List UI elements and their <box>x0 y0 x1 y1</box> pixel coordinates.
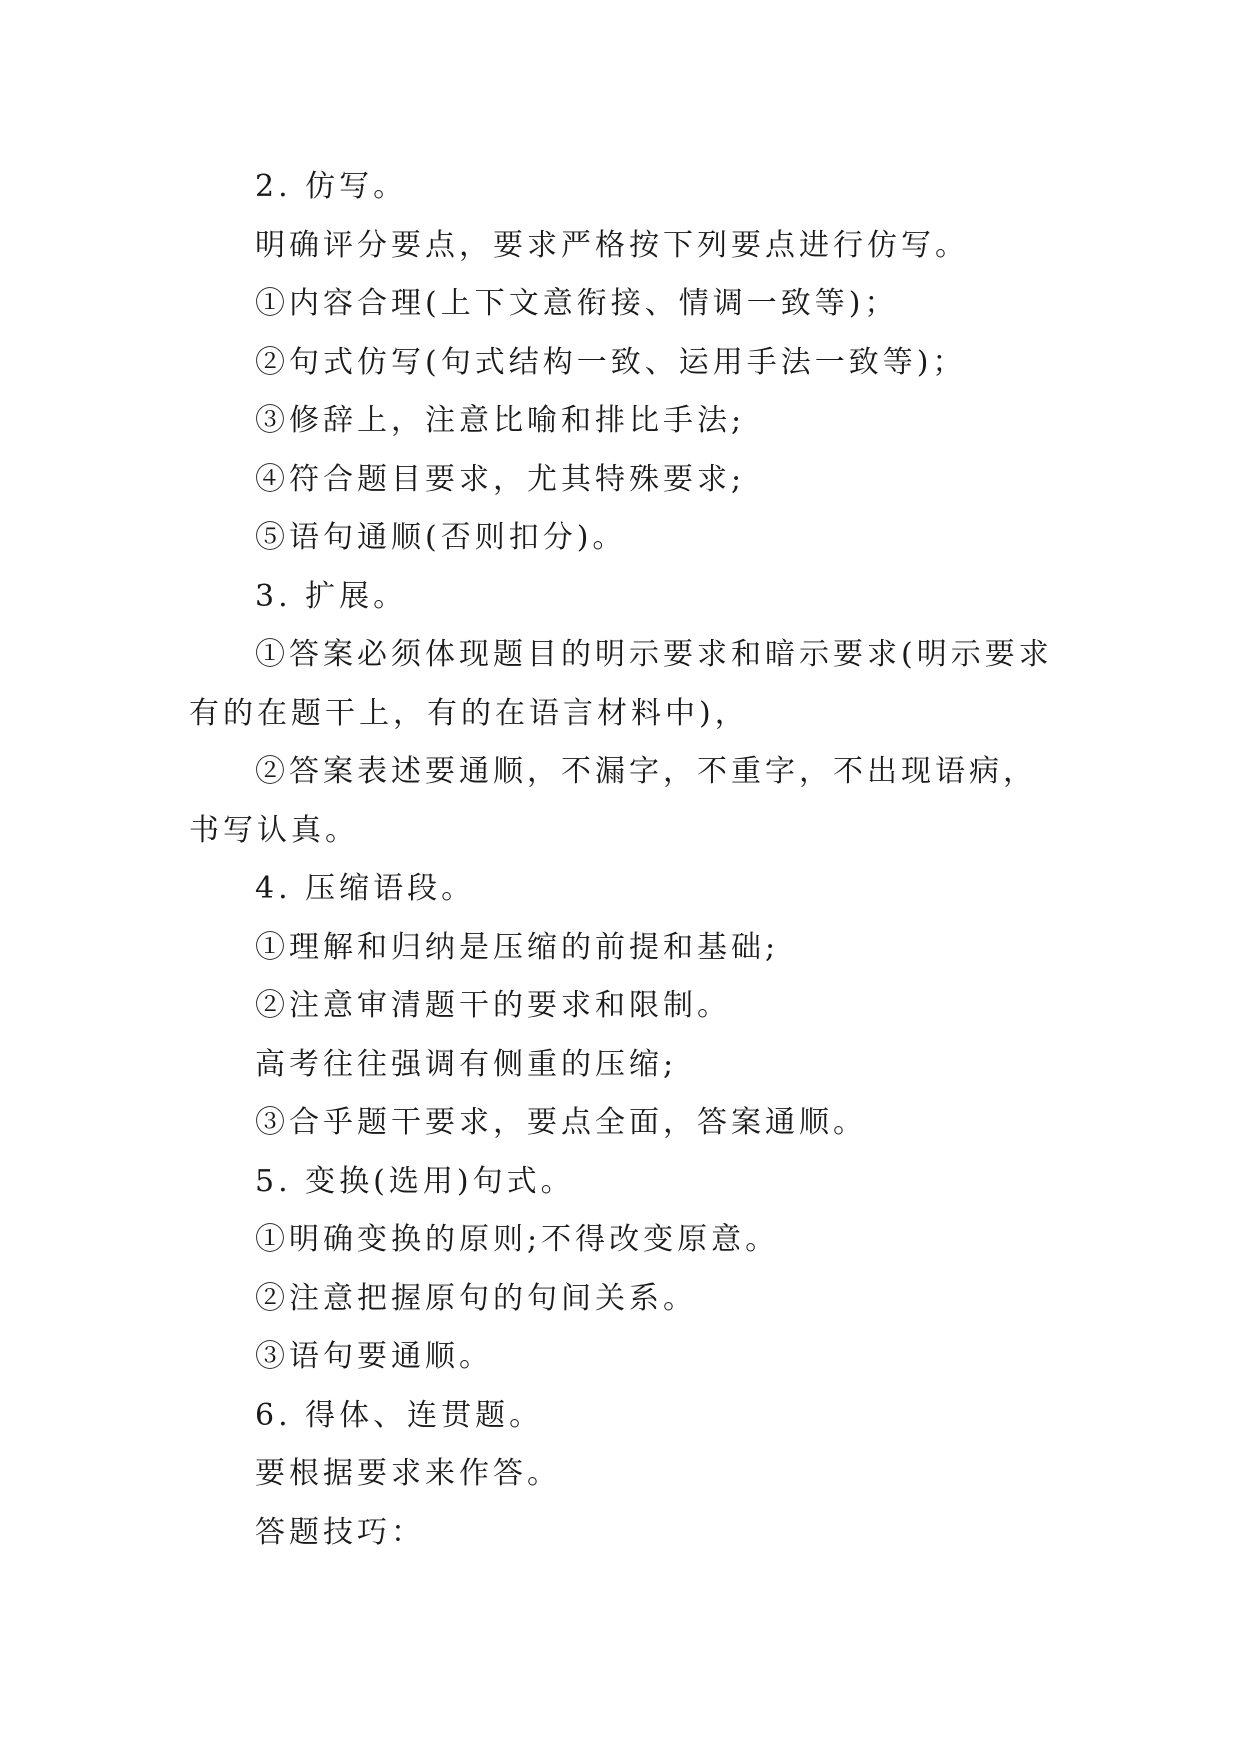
paragraph: 答题技巧： <box>255 1514 425 1550</box>
heading-expansion: 3. 扩展。 <box>255 578 408 614</box>
paragraph: 高考往往强调有侧重的压缩; <box>255 1046 678 1082</box>
list-item: ②答案表述要通顺，不漏字，不重字，不出现语病，书写认真。 <box>189 754 1037 848</box>
heading-imitation: 2. 仿写。 <box>255 169 408 204</box>
heading-appropriateness: 6. 得体、连贯题。 <box>255 1397 544 1433</box>
list-item: ①理解和归纳是压缩的前提和基础; <box>255 929 780 965</box>
list-item: ①答案必须体现题目的明示要求和暗示要求(明示要求有的在题干上，有的在语言材料中)， <box>189 637 1053 731</box>
list-item: ②注意审清题干的要求和限制。 <box>255 988 731 1023</box>
list-item: ③合乎题干要求，要点全面，答案通顺。 <box>255 1105 867 1140</box>
heading-sentence-transform: 5. 变换(选用)句式。 <box>255 1163 575 1199</box>
list-item: ②句式仿写(句式结构一致、运用手法一致等)； <box>255 344 967 380</box>
list-item: ④符合题目要求，尤其特殊要求; <box>255 461 746 497</box>
heading-compression: 4. 压缩语段。 <box>255 871 476 906</box>
list-item: ③修辞上，注意比喻和排比手法; <box>255 403 746 438</box>
list-item: ③语句要通顺。 <box>255 1339 493 1374</box>
document-body <box>189 158 1064 1562</box>
list-item: ⑤语句通顺(否则扣分)。 <box>255 520 627 555</box>
list-item: ①内容合理(上下文意衔接、情调一致等)； <box>255 286 899 321</box>
list-item: ②注意把握原句的句间关系。 <box>255 1280 697 1316</box>
paragraph: 要根据要求来作答。 <box>255 1456 561 1491</box>
paragraph: 明确评分要点，要求严格按下列要点进行仿写。 <box>255 227 969 263</box>
list-item: ①明确变换的原则;不得改变原意。 <box>255 1222 780 1257</box>
